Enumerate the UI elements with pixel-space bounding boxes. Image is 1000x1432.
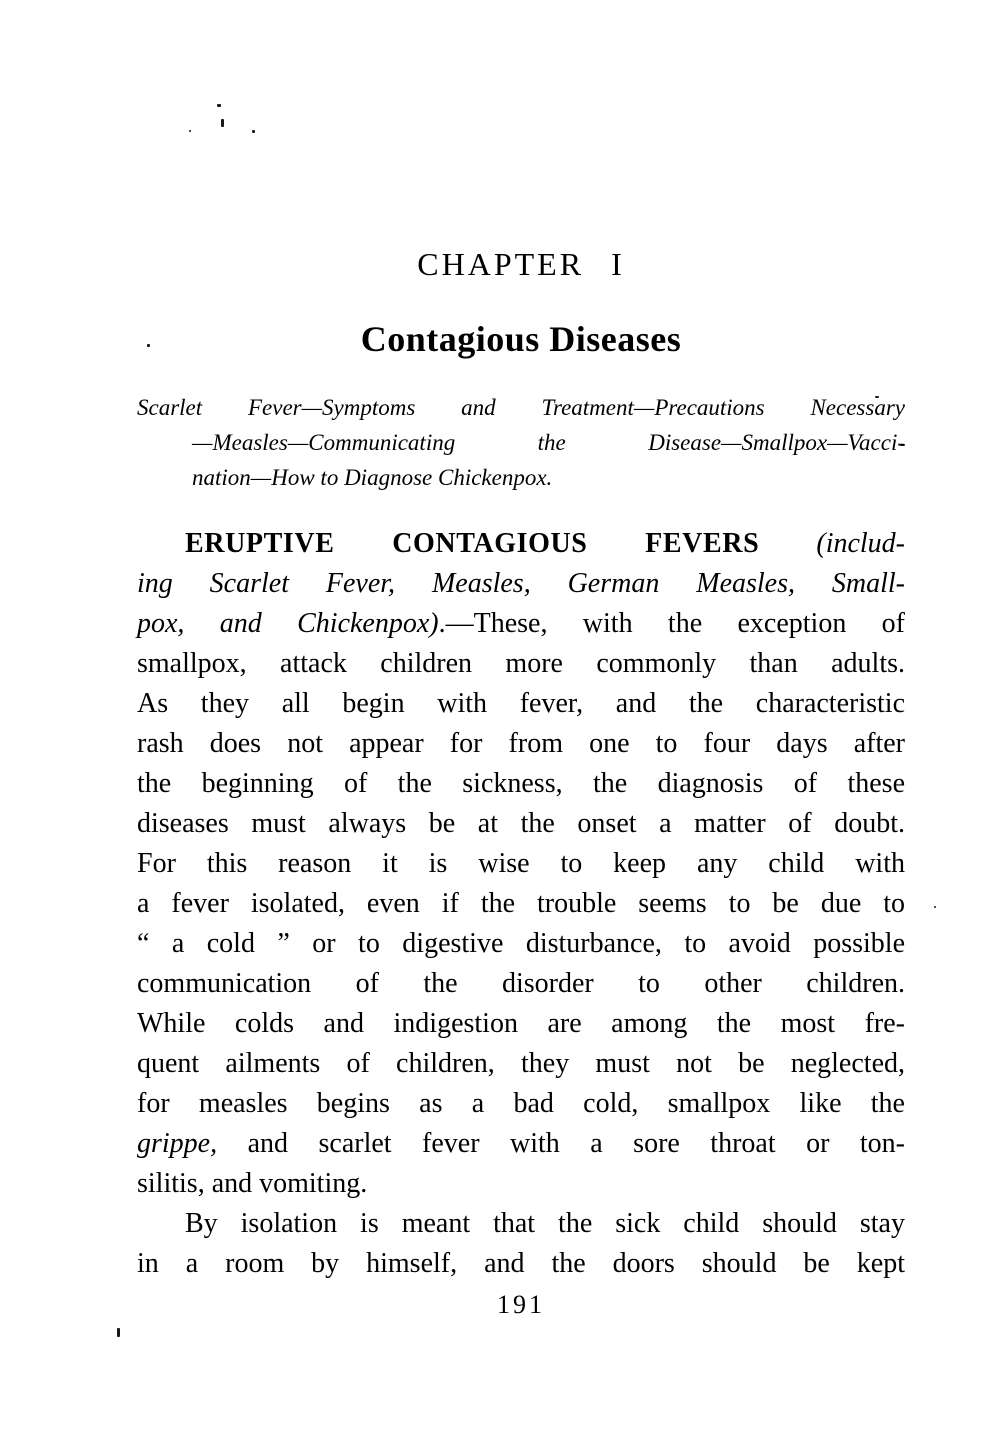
scan-speck bbox=[934, 906, 936, 908]
text-segment: grippe, bbox=[137, 1128, 218, 1159]
scan-speck bbox=[221, 119, 224, 127]
scan-speck bbox=[217, 104, 221, 107]
text-segment: silitis, and vomiting. bbox=[137, 1168, 368, 1199]
body-line bbox=[137, 1244, 905, 1284]
body-line bbox=[137, 1084, 905, 1124]
body-line bbox=[137, 1044, 905, 1084]
body-line bbox=[137, 964, 905, 1004]
text-segment: (includ- bbox=[816, 528, 906, 559]
text-segment: for measles begins as a bad cold, smallpox like the bbox=[137, 1088, 905, 1119]
chapter-summary bbox=[137, 390, 905, 495]
text-segment: By isolation is meant that the sick child should stay bbox=[185, 1208, 905, 1239]
body-line bbox=[137, 564, 905, 604]
page-number: 191 bbox=[497, 1290, 545, 1319]
page-title: Contagious Diseases bbox=[360, 319, 682, 359]
scan-speck bbox=[189, 130, 191, 132]
body-line bbox=[137, 1004, 905, 1044]
text-segment: ing Scarlet Fever, Measles, German Measles, Small- bbox=[137, 568, 905, 599]
body-line bbox=[137, 1124, 905, 1164]
text-segment: smallpox, attack children more commonly than adults. bbox=[137, 648, 905, 679]
text-segment: “ a cold ” or to digestive disturbance, to avoid possible bbox=[137, 928, 905, 959]
text-segment: in a room by himself, and the doors should be kept bbox=[137, 1248, 905, 1279]
body-line bbox=[137, 804, 905, 844]
body-line bbox=[137, 724, 905, 764]
text-segment: the beginning of the sickness, the diagnosis of these bbox=[137, 768, 905, 799]
body-line bbox=[137, 844, 905, 884]
body-line bbox=[137, 1164, 905, 1204]
summary-line: —Measles—Communicating the Disease—Smallpox—Vacci- bbox=[192, 430, 905, 455]
text-segment: diseases must always be at the onset a matter of doubt. bbox=[137, 808, 905, 839]
text-segment bbox=[759, 528, 816, 559]
body-line bbox=[137, 764, 905, 804]
body-line bbox=[137, 924, 905, 964]
text-segment: communication of the disorder to other children. bbox=[137, 968, 905, 999]
scan-speck bbox=[252, 130, 255, 133]
scan-speck bbox=[117, 1328, 120, 1337]
body-line bbox=[137, 1204, 905, 1244]
body-line bbox=[137, 884, 905, 924]
text-segment: rash does not appear for from one to four days after bbox=[137, 728, 905, 759]
summary-line: nation—How to Diagnose Chickenpox. bbox=[192, 465, 553, 490]
chapter-heading: CHAPTER I bbox=[417, 246, 625, 282]
body-line bbox=[137, 644, 905, 684]
summary-line: Scarlet Fever—Symptoms and Treatment—Precautions Necessary bbox=[137, 395, 905, 420]
text-segment: .—These, with the exception of bbox=[438, 608, 905, 639]
text-segment: pox, and Chickenpox) bbox=[137, 608, 439, 639]
body-line bbox=[137, 684, 905, 724]
text-segment: a fever isolated, even if the trouble seems to be due to bbox=[137, 888, 905, 919]
body-text bbox=[137, 524, 905, 1284]
text-segment: For this reason it is wise to keep any child with bbox=[137, 848, 905, 879]
body-line bbox=[137, 604, 905, 644]
body-line bbox=[137, 524, 905, 564]
text-segment: ERUPTIVE CONTAGIOUS FEVERS bbox=[185, 528, 760, 559]
text-segment: While colds and indigestion are among the most fre- bbox=[137, 1008, 905, 1039]
text-segment: and scarlet fever with a sore throat or ton- bbox=[217, 1128, 905, 1159]
text-segment: quent ailments of children, they must not be neglected, bbox=[137, 1048, 905, 1079]
text-segment: As they all begin with fever, and the characteristic bbox=[137, 688, 905, 719]
